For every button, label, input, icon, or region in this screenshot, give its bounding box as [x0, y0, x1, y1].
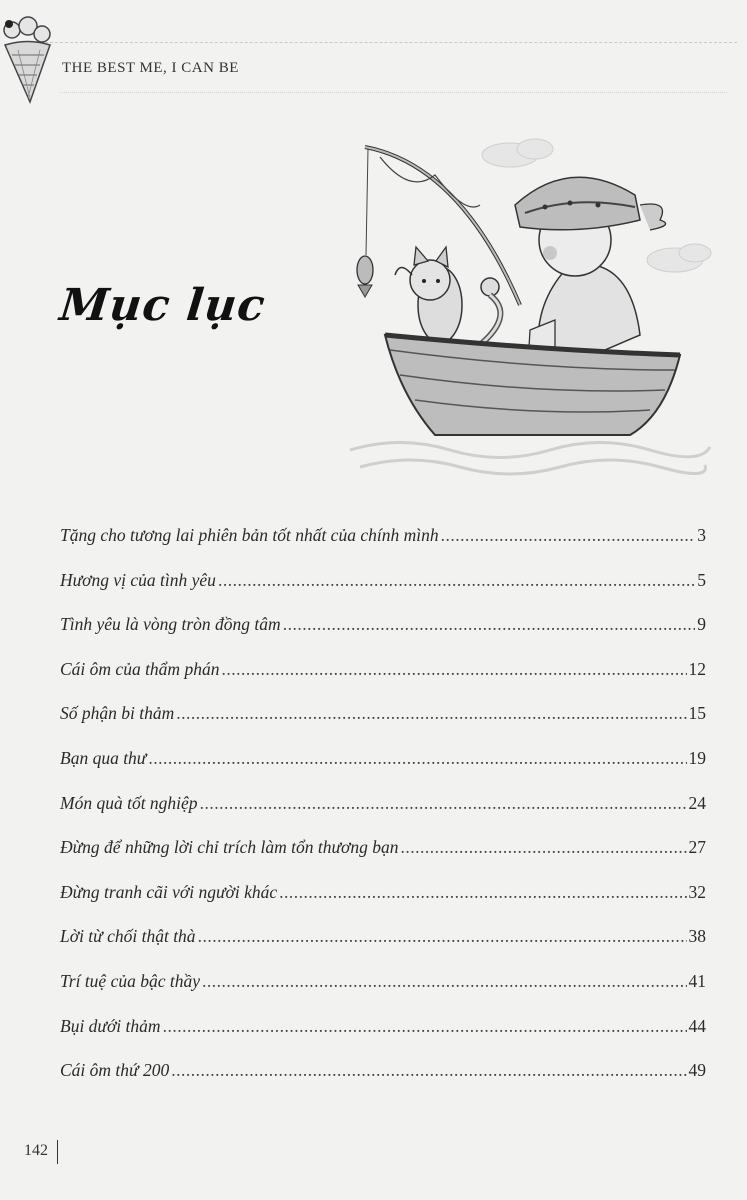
page-number-divider [57, 1140, 58, 1164]
dot-leader [279, 882, 686, 903]
header-rule-dotted [60, 92, 727, 93]
toc-entry[interactable] [60, 525, 706, 570]
toc-entry-page: 27 [688, 837, 706, 858]
toc-entry[interactable] [60, 1060, 706, 1105]
dot-leader [202, 971, 687, 992]
running-title: THE BEST ME, I CAN BE [62, 60, 239, 76]
dot-leader [163, 1016, 687, 1037]
toc-entry-title: Bạn qua thư [60, 747, 147, 768]
toc-entry-page: 32 [688, 881, 706, 902]
toc-entry-title: Cái ôm thứ 200 [60, 1060, 170, 1081]
table-of-contents [60, 525, 706, 1105]
page-title: Mục lục [57, 280, 268, 331]
toc-entry[interactable] [60, 703, 706, 748]
dot-leader [221, 659, 686, 680]
toc-entry[interactable] [60, 1016, 706, 1061]
toc-entry[interactable] [60, 793, 706, 838]
toc-entry-title: Số phận bi thảm [60, 703, 175, 724]
toc-entry-page: 12 [688, 658, 706, 679]
toc-entry-page: 41 [688, 970, 706, 991]
toc-entry[interactable] [60, 748, 706, 793]
dot-leader [441, 525, 696, 546]
dot-leader [283, 614, 696, 635]
dot-leader [171, 1060, 686, 1081]
toc-entry[interactable] [60, 570, 706, 615]
toc-entry[interactable] [60, 971, 706, 1016]
toc-entry-title: Cái ôm của thẩm phán [60, 658, 220, 679]
dot-leader [200, 793, 687, 814]
dot-leader [176, 703, 686, 724]
toc-entry-page: 15 [688, 703, 706, 724]
dot-leader [400, 837, 686, 858]
toc-entry-page: 19 [688, 747, 706, 768]
dot-leader [218, 570, 695, 591]
toc-entry-page: 38 [688, 926, 706, 947]
toc-entry-title: Hương vị của tình yêu [60, 569, 216, 590]
toc-entry-page: 9 [697, 614, 706, 635]
toc-entry-page: 24 [688, 792, 706, 813]
toc-entry[interactable] [60, 659, 706, 704]
toc-entry-title: Bụi dưới thảm [60, 1015, 161, 1036]
toc-entry[interactable] [60, 926, 706, 971]
toc-entry-title: Đừng để những lời chỉ trích làm tổn thương bạn [60, 837, 399, 858]
toc-entry-title: Trí tuệ của bậc thầy [60, 970, 200, 991]
dot-leader [198, 926, 687, 947]
toc-entry[interactable] [60, 837, 706, 882]
toc-entry[interactable] [60, 882, 706, 927]
toc-entry-page: 44 [688, 1015, 706, 1036]
toc-entry-page: 5 [697, 569, 706, 590]
header-rule [40, 42, 737, 43]
toc-entry-title: Đừng tranh cãi với người khác [60, 881, 278, 902]
toc-entry-title: Lời từ chối thật thà [60, 926, 196, 947]
toc-entry-title: Tặng cho tương lai phiên bản tốt nhất của chính mình [60, 525, 439, 545]
page-number: 142 [24, 1142, 48, 1159]
ice-cream-cone-icon [0, 0, 55, 105]
toc-entry-page: 3 [697, 525, 706, 545]
toc-entry-page: 49 [688, 1060, 706, 1081]
boy-and-cat-fishing-in-boat-illustration [340, 135, 715, 485]
toc-entry-title: Món quà tốt nghiệp [60, 792, 198, 813]
toc-entry[interactable] [60, 614, 706, 659]
dot-leader [148, 748, 686, 769]
toc-entry-title: Tình yêu là vòng tròn đồng tâm [60, 614, 281, 635]
